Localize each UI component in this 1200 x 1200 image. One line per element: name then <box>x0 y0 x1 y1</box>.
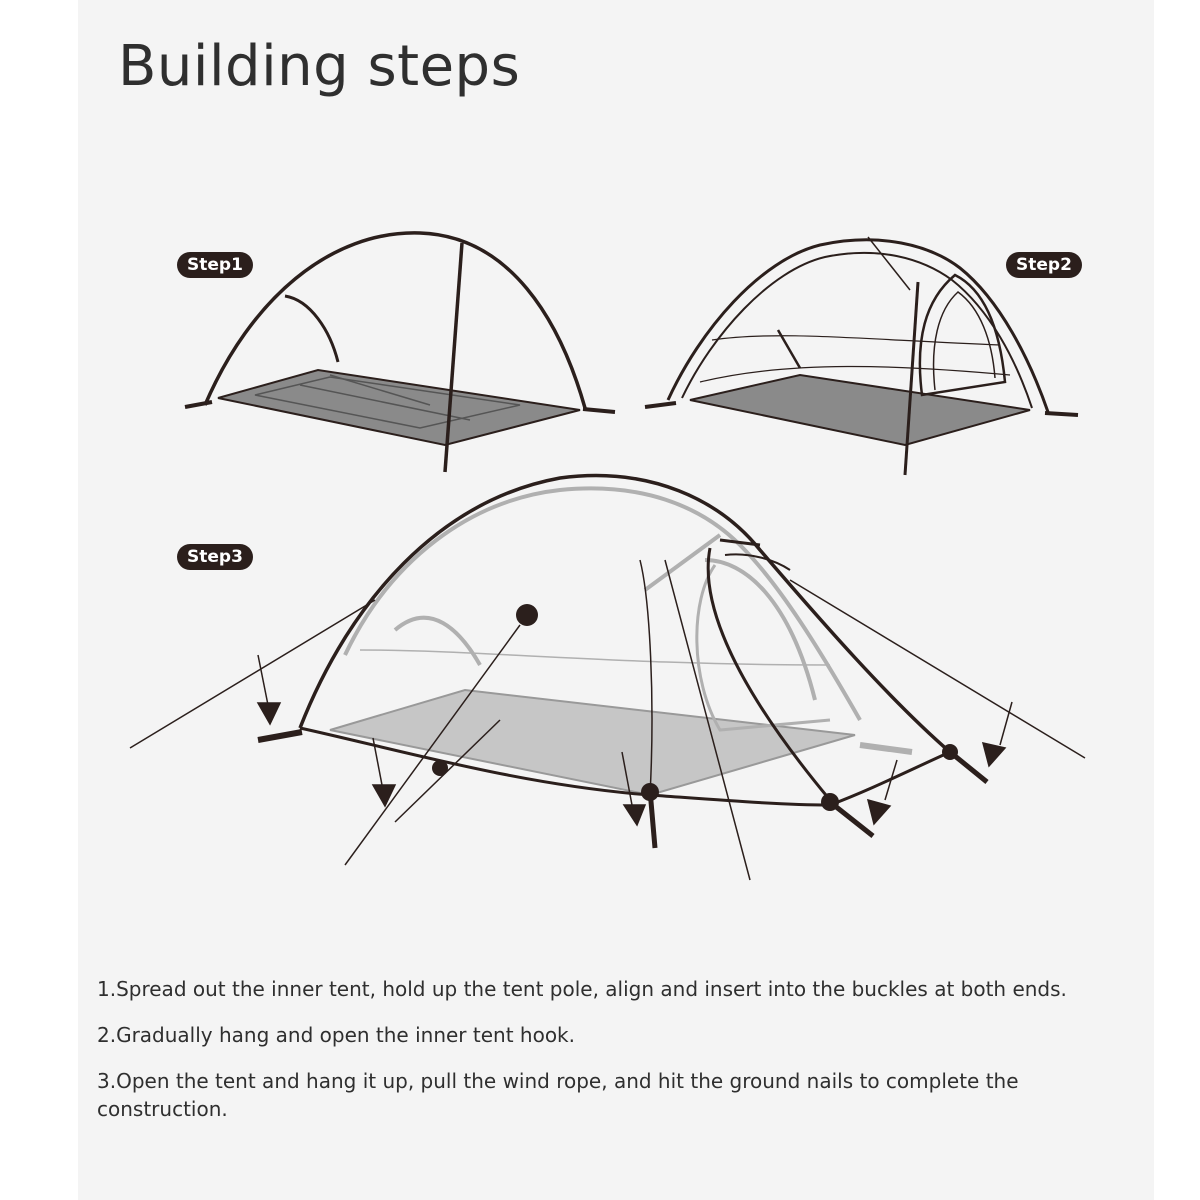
step1-side-pole <box>285 296 338 362</box>
step3-illustration <box>130 476 1085 880</box>
guy-rope <box>790 580 1085 758</box>
stake-arrow-icon <box>258 655 280 724</box>
step3-inner-tent-floor <box>330 690 855 795</box>
instruction-step1: 1.Spread out the inner tent, hold up the tent pole, align and insert into the buckles at both ends. <box>97 977 1067 1001</box>
instruction-step3: 3.Open the tent and hang it up, pull the wind rope, and hit the ground nails to complete the construction. <box>97 1069 1019 1121</box>
step2-door-outer <box>920 275 1005 395</box>
stake-arrow-icon <box>868 760 897 824</box>
guy-rope <box>130 600 375 748</box>
step2-badge: Step2 <box>1006 252 1082 278</box>
instruction-step2: 2.Gradually hang and open the inner tent hook. <box>97 1023 575 1047</box>
instruction-list <box>97 975 1097 1123</box>
step3-badge: Step3 <box>177 544 253 570</box>
vent-icon <box>516 604 538 626</box>
step3-inner-tent <box>345 488 860 720</box>
step1-badge: Step1 <box>177 252 253 278</box>
page-title: Building steps <box>118 34 521 99</box>
step1-inner-tent-floor <box>218 370 580 445</box>
